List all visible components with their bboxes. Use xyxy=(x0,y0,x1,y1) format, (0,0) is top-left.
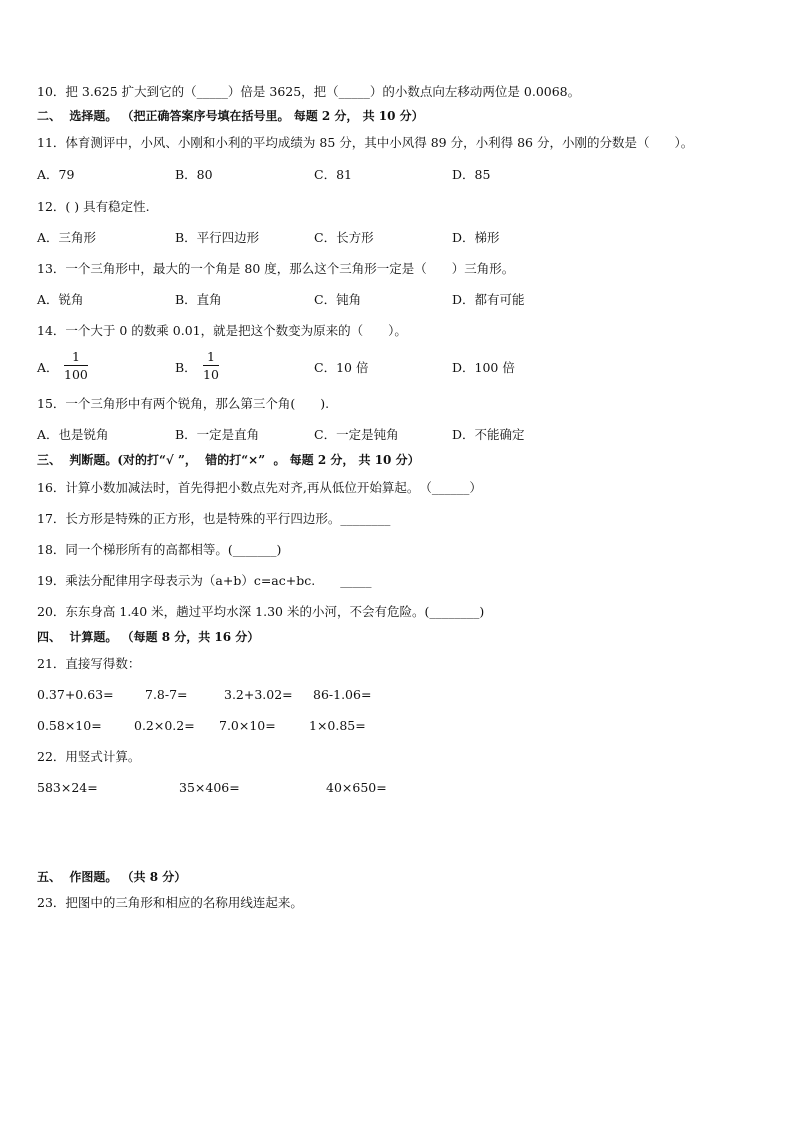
question-21: 21．直接写得数： xyxy=(37,656,141,671)
fraction-numerator: 1 xyxy=(206,349,215,364)
q14-option-c: C．10 倍 xyxy=(314,360,369,375)
calc-item: 86-1.06= xyxy=(313,687,372,702)
question-12: 12．( ) 具有稳定性. xyxy=(37,199,150,214)
q13-option-b: B．直角 xyxy=(175,292,222,307)
question-19: 19．乘法分配律用字母表示为（a+b）c=ac+bc. _____ xyxy=(37,573,372,588)
calc-item: 0.58×10= xyxy=(37,718,102,733)
fraction-numerator: 1 xyxy=(71,349,80,364)
q14-option-a-fraction xyxy=(64,349,88,382)
calc-item: 7.0×10= xyxy=(219,718,276,733)
calc-item: 3.2+3.02= xyxy=(224,687,293,702)
q12-option-c: C．长方形 xyxy=(314,230,374,245)
question-15: 15．一个三角形中有两个锐角，那么第三个角( ). xyxy=(37,396,330,411)
question-10: 10．把 3.625 扩大到它的（_____）倍是 3625，把（_____）的小数点向左移动两位是 0.0068。 xyxy=(37,84,581,99)
calc-item: 7.8-7= xyxy=(145,687,188,702)
question-17: 17．长方形是特殊的正方形，也是特殊的平行四边形。________ xyxy=(37,511,391,526)
section-2-heading: 二、 选择题。 （把正确答案序号填在括号里。 每题 2 分， 共 10 分） xyxy=(37,109,424,123)
q13-option-a: A．锐角 xyxy=(37,292,84,307)
q15-option-c: C．一定是钝角 xyxy=(314,427,399,442)
q13-option-d: D．都有可能 xyxy=(452,292,525,307)
calc-item: 0.2×0.2= xyxy=(134,718,195,733)
calc-item: 0.37+0.63= xyxy=(37,687,114,702)
q11-option-b: B．80 xyxy=(175,167,213,182)
section-5-heading: 五、 作图题。 （共 8 分） xyxy=(37,870,187,884)
vertical-calc-item: 583×24= xyxy=(37,780,98,795)
q12-option-a: A．三角形 xyxy=(37,230,97,245)
question-16: 16．计算小数加减法时，首先得把小数点先对齐,再从低位开始算起。 （______） xyxy=(37,480,482,495)
vertical-calc-item: 35×406= xyxy=(179,780,240,795)
q15-option-d: D．不能确定 xyxy=(452,427,525,442)
question-18: 18．同一个梯形所有的高都相等。(_______) xyxy=(37,542,282,557)
q11-option-a: A．79 xyxy=(37,167,75,182)
section-3-heading: 三、 判断题。(对的打“√ ”， 错的打“×” 。 每题 2 分， 共 10 分） xyxy=(37,453,420,467)
fraction-bar xyxy=(64,365,88,366)
fraction-denominator: 100 xyxy=(64,367,88,382)
calc-item: 1×0.85= xyxy=(309,718,366,733)
question-20: 20．东东身高 1.40 米，趟过平均水深 1.30 米的小河，不会有危险。(________) xyxy=(37,604,485,619)
question-14: 14．一个大于 0 的数乘 0.01，就是把这个数变为原来的（ ）。 xyxy=(37,323,407,338)
q14-option-b-label: B． xyxy=(175,360,197,375)
question-23: 23．把图中的三角形和相应的名称用线连起来。 xyxy=(37,895,303,910)
q11-option-d: D．85 xyxy=(452,167,491,182)
vertical-calc-item: 40×650= xyxy=(326,780,387,795)
question-13: 13．一个三角形中，最大的一个角是 80 度，那么这个三角形一定是（ ）三角形。 xyxy=(37,261,515,276)
q15-option-b: B．一定是直角 xyxy=(175,427,260,442)
fraction-bar xyxy=(203,365,219,366)
q14-option-d: D．100 倍 xyxy=(452,360,515,375)
q14-option-a-label: A． xyxy=(37,360,59,375)
question-11: 11．体育测评中，小风、小刚和小利的平均成绩为 85 分，其中小风得 89 分，小利得 86 分，小刚的分数是（ ）。 xyxy=(37,135,694,150)
q12-option-b: B．平行四边形 xyxy=(175,230,260,245)
question-22: 22．用竖式计算。 xyxy=(37,749,141,764)
q12-option-d: D．梯形 xyxy=(452,230,500,245)
q11-option-c: C．81 xyxy=(314,167,352,182)
q15-option-a: A．也是锐角 xyxy=(37,427,109,442)
q14-option-b-fraction xyxy=(203,349,219,382)
q13-option-c: C．钝角 xyxy=(314,292,362,307)
section-4-heading: 四、 计算题。 （每题 8 分，共 16 分） xyxy=(37,630,260,644)
fraction-denominator: 10 xyxy=(203,367,219,382)
